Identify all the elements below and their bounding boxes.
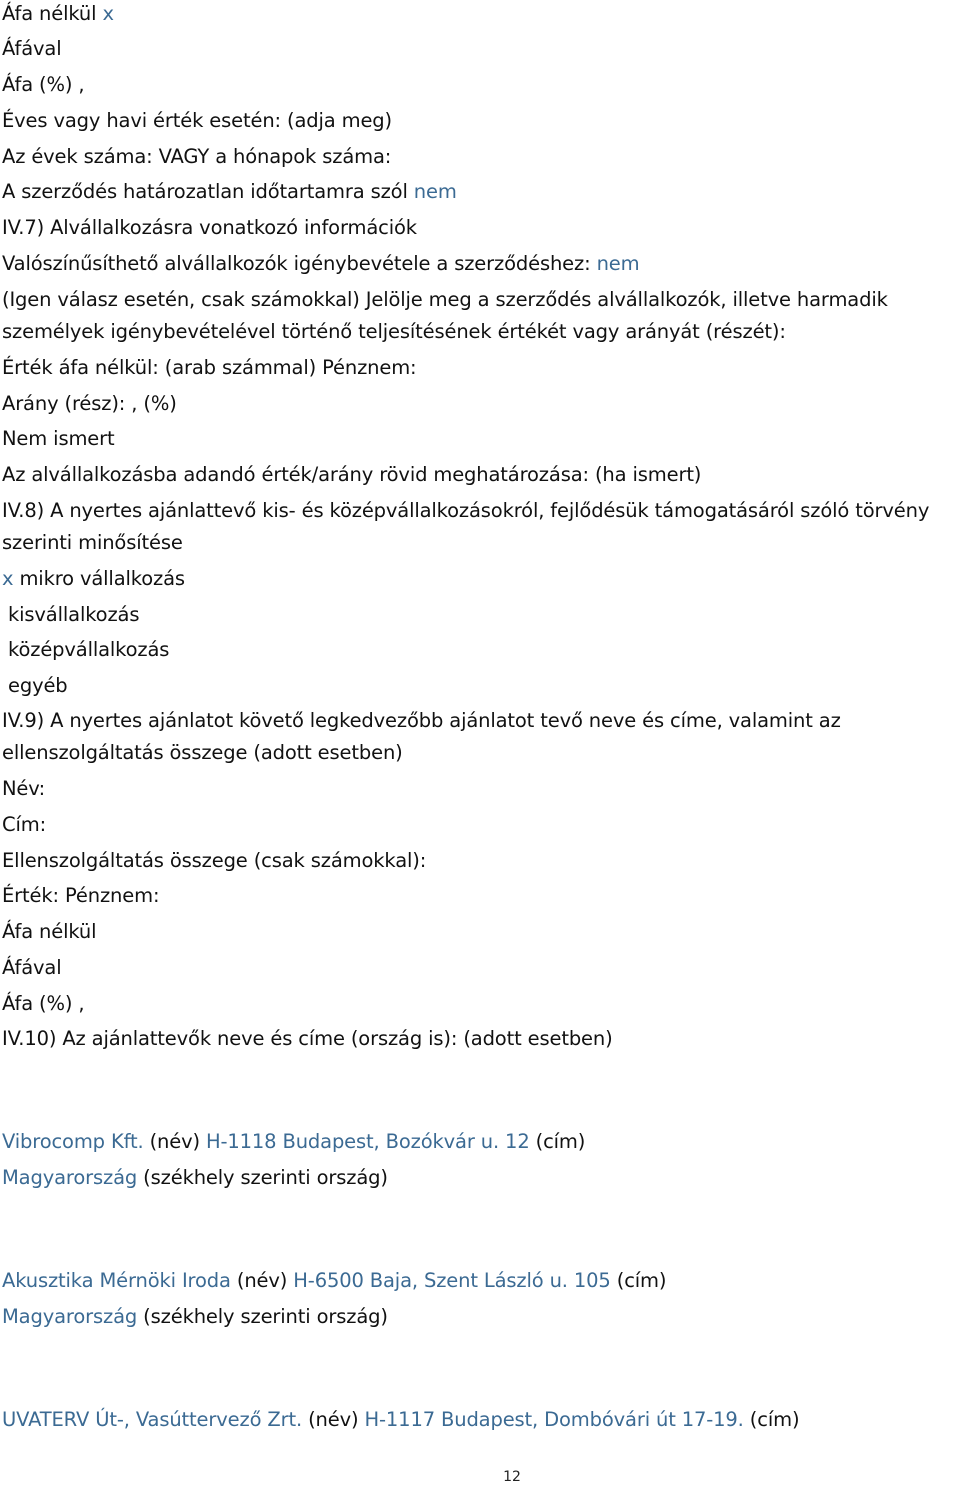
rovid-line: Az alvállalkozásba adandó érték/arány rövid meghatározása: (ha ismert)	[2, 463, 702, 486]
hatarozatlan-label: A szerződés határozatlan időtartamra szól	[2, 180, 408, 203]
bidder-1-address-label: (cím)	[535, 1130, 586, 1153]
cim-line: Cím:	[2, 813, 46, 836]
egyeb-line: egyéb	[8, 674, 68, 697]
bidder-2-address: H-6500 Baja, Szent László u. 105	[293, 1269, 611, 1292]
bidder-3-name-line	[2, 1406, 799, 1434]
kozep-line: középvállalkozás	[8, 638, 170, 661]
iv8-heading-line-1: IV.8) A nyertes ajánlattevő kis- és középvállalkozásokról, fejlődésük támogatásáról szóló törvény	[2, 499, 930, 522]
bidder-2-country-label: (székhely szerinti ország)	[143, 1305, 388, 1328]
afaval-line: Áfával	[2, 37, 62, 60]
bidder-3-name-label: (név)	[308, 1408, 359, 1431]
hatarozatlan-line	[2, 178, 457, 206]
iv9-heading-line-2: ellenszolgáltatás összege (adott esetben)	[2, 741, 403, 764]
bidder-3-name: UVATERV Út-, Vasúttervező Zrt.	[2, 1408, 303, 1431]
bidder-1-address: H-1118 Budapest, Bozókvár u. 12	[206, 1130, 530, 1153]
bidder-1-country: Magyarország	[2, 1166, 138, 1189]
bidder-3-address-label: (cím)	[749, 1408, 800, 1431]
bidder-3-address: H-1117 Budapest, Dombóvári út 17-19.	[364, 1408, 744, 1431]
bidder-1-name-line	[2, 1128, 585, 1156]
bidder-2-address-label: (cím)	[616, 1269, 667, 1292]
arany-line: Arány (rész): , (%)	[2, 392, 177, 415]
bidder-1-country-label: (székhely szerinti ország)	[143, 1166, 388, 1189]
iv9-afa-pct-line: Áfa (%) ,	[2, 992, 85, 1015]
iv9-afa-nelkul-line: Áfa nélkül	[2, 920, 97, 943]
iv10-heading: IV.10) Az ajánlattevők neve és címe (ország is): (adott esetben)	[2, 1027, 613, 1050]
igen-line-2: személyek igénybevételével történő teljesítésének értékét vagy arányát (részét):	[2, 320, 786, 343]
bidder-2-name: Akusztika Mérnöki Iroda	[2, 1269, 231, 1292]
iv8-heading-line-2: szerinti minősítése	[2, 531, 183, 554]
page-number: 12	[503, 1469, 521, 1485]
valoszinu-label: Valószínűsíthető alvállalkozók igénybevétele a szerződéshez:	[2, 252, 591, 275]
bidder-2-name-line	[2, 1267, 666, 1295]
bidder-1-name: Vibrocomp Kft.	[2, 1130, 144, 1153]
afa-nelkul-checkmark: x	[102, 2, 114, 25]
valoszinu-line	[2, 250, 640, 278]
bidder-1-name-label: (név)	[149, 1130, 200, 1153]
nem-ismert-line: Nem ismert	[2, 427, 115, 450]
iv9-ertek-line: Érték: Pénznem:	[2, 884, 160, 907]
bidder-2-name-label: (név)	[236, 1269, 288, 1292]
hatarozatlan-value: nem	[413, 180, 457, 203]
bidder-2-country: Magyarország	[2, 1305, 138, 1328]
eves-havi-line: Éves vagy havi érték esetén: (adja meg)	[2, 109, 392, 132]
mikro-label: mikro vállalkozás	[19, 567, 185, 590]
iv7-heading: IV.7) Alvállalkozásra vonatkozó információk	[2, 216, 417, 239]
mikro-checkmark: x	[2, 567, 14, 590]
bidder-1-country-line	[2, 1164, 388, 1192]
ellenszolg-line: Ellenszolgáltatás összege (csak számokkal):	[2, 849, 427, 872]
afa-nelkul-label: Áfa nélkül	[2, 2, 97, 25]
iv9-afaval-line: Áfával	[2, 956, 62, 979]
igen-line-1: (Igen válasz esetén, csak számokkal) Jelölje meg a szerződés alvállalkozók, illetve harmadik	[2, 288, 888, 311]
bidder-2-country-line	[2, 1303, 388, 1331]
afa-nelkul-line	[2, 0, 114, 28]
iv9-heading-line-1: IV.9) A nyertes ajánlatot követő legkedvezőbb ajánlatot tevő neve és címe, valamint az	[2, 709, 841, 732]
nev-line: Név:	[2, 777, 46, 800]
mikro-line	[2, 565, 185, 593]
kis-line: kisvállalkozás	[8, 603, 140, 626]
valoszinu-value: nem	[596, 252, 640, 275]
ertek-line: Érték áfa nélkül: (arab számmal) Pénznem:	[2, 356, 417, 379]
evek-szama-line: Az évek száma: VAGY a hónapok száma:	[2, 145, 392, 168]
afa-pct-line: Áfa (%) ,	[2, 73, 85, 96]
